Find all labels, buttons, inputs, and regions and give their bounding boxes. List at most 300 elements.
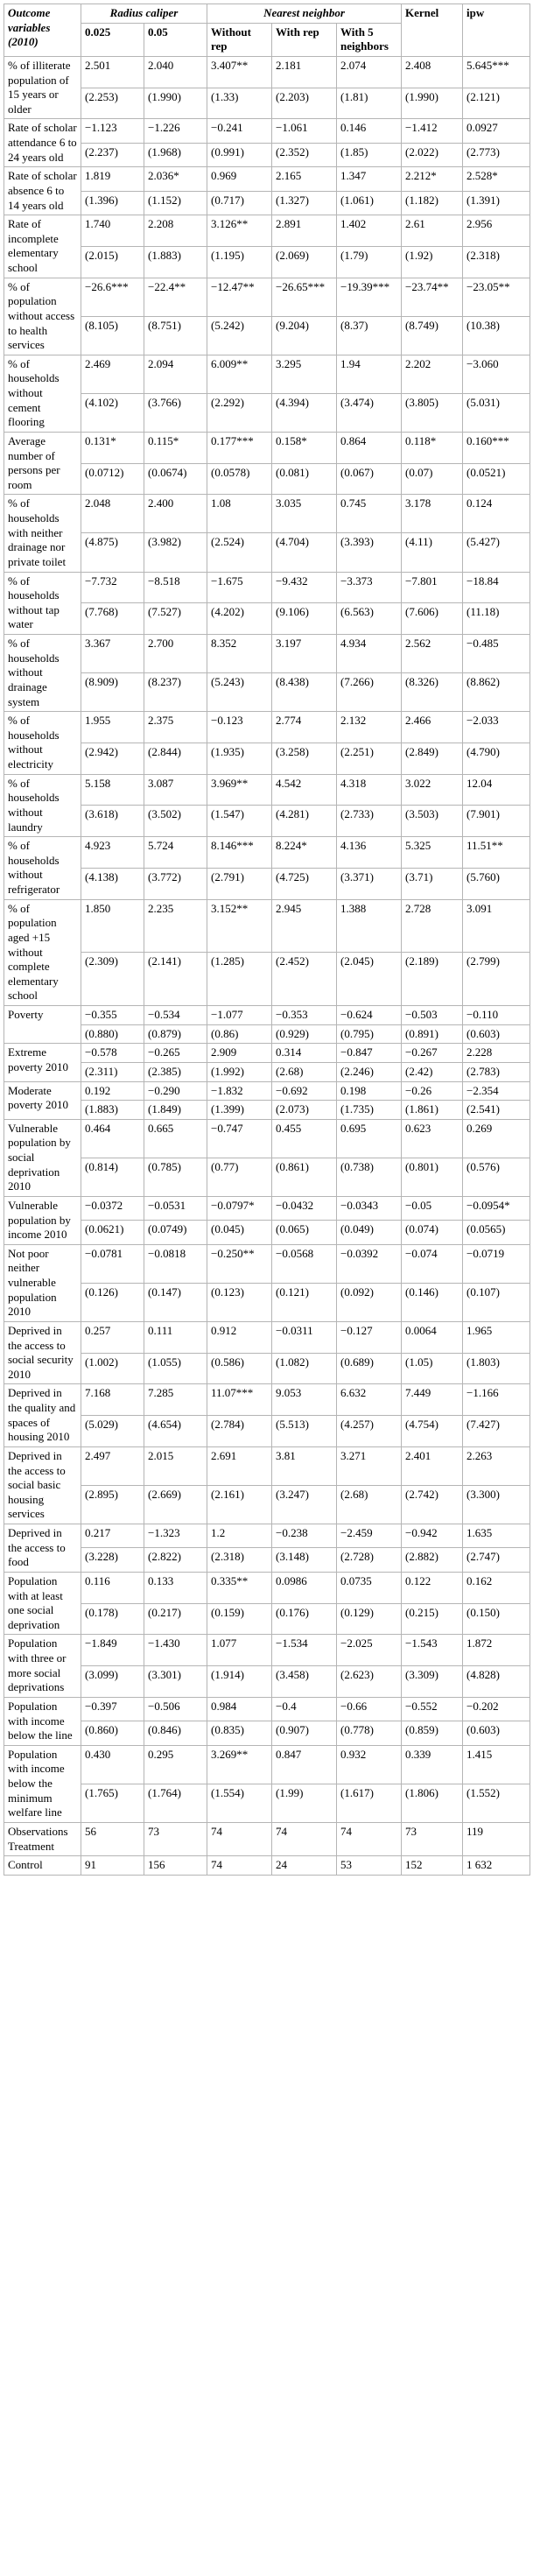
outcome-label: Rate of incomplete elementary school (4, 215, 81, 278)
table-row-se (4, 953, 530, 1006)
coefficient-cell: 2.691 (207, 1446, 272, 1485)
coefficient-cell: 0.192 (81, 1081, 144, 1101)
coefficient-cell: 0.115* (144, 432, 207, 463)
outcome-label: % of households with neither drainage nor private toilet (4, 495, 81, 572)
table-row-se (4, 1062, 530, 1081)
standard-error-cell: (3.309) (402, 1666, 463, 1698)
standard-error-cell: (1.806) (402, 1784, 463, 1822)
standard-error-cell: (1.554) (207, 1784, 272, 1822)
standard-error-cell: (0.860) (81, 1721, 144, 1745)
standard-error-cell: (0.126) (81, 1283, 144, 1321)
coefficient-cell: 11.07*** (207, 1384, 272, 1416)
coefficient-cell: 0.111 (144, 1321, 207, 1353)
standard-error-cell: (2.251) (337, 743, 402, 774)
coefficient-cell: 3.022 (402, 774, 463, 806)
table-row-se (4, 246, 530, 278)
standard-error-cell: (0.049) (337, 1221, 402, 1244)
coefficient-cell: 0.932 (337, 1745, 402, 1784)
observations-row-value: 74 (207, 1822, 272, 1855)
outcome-label: Moderate poverty 2010 (4, 1081, 81, 1119)
radius-caliper-group-header: Radius caliper (81, 4, 207, 24)
coefficient-cell: −0.123 (207, 712, 272, 743)
coefficient-cell: 0.0986 (272, 1572, 337, 1603)
coefficient-cell: −23.05** (463, 278, 530, 316)
standard-error-cell: (0.178) (81, 1603, 144, 1635)
coefficient-cell: 2.202 (402, 355, 463, 393)
kernel-header: Kernel (402, 4, 463, 57)
coefficient-cell: −0.552 (402, 1697, 463, 1721)
coefficient-cell: 0.131* (81, 432, 144, 463)
standard-error-cell: (0.129) (337, 1603, 402, 1635)
standard-error-cell: (11.18) (463, 603, 530, 635)
standard-error-cell: (0.150) (463, 1603, 530, 1635)
without-rep-header: Without rep (207, 23, 272, 56)
coefficient-cell: −0.747 (207, 1119, 272, 1158)
coefficient-cell: −1.166 (463, 1384, 530, 1416)
coefficient-cell: 0.0064 (402, 1321, 463, 1353)
coefficient-cell: −2.354 (463, 1081, 530, 1101)
coefficient-cell: 0.314 (272, 1044, 337, 1063)
coefficient-cell: 0.198 (337, 1081, 402, 1101)
coefficient-cell: 0.623 (402, 1119, 463, 1158)
coefficient-cell: 0.0735 (337, 1572, 402, 1603)
standard-error-cell: (0.215) (402, 1603, 463, 1635)
table-row (4, 712, 530, 743)
standard-error-cell: (2.773) (463, 143, 530, 166)
coefficient-cell: −0.05 (402, 1196, 463, 1220)
coefficient-cell: 8.146*** (207, 837, 272, 869)
standard-error-cell: (2.784) (207, 1416, 272, 1447)
table-row (4, 432, 530, 463)
table-row (4, 1244, 530, 1283)
standard-error-cell: (0.0521) (463, 463, 530, 495)
coefficient-cell: −0.692 (272, 1081, 337, 1101)
standard-error-cell: (1.735) (337, 1101, 402, 1120)
observations-row-value: 74 (272, 1822, 337, 1855)
standard-error-cell: (0.785) (144, 1158, 207, 1196)
coefficient-cell: 7.449 (402, 1384, 463, 1416)
standard-error-cell: (2.822) (144, 1548, 207, 1572)
standard-error-cell: (4.754) (402, 1416, 463, 1447)
coefficient-cell: 6.632 (337, 1384, 402, 1416)
coefficient-cell: 1.388 (337, 899, 402, 953)
coefficient-cell: −8.518 (144, 572, 207, 603)
coefficient-cell: −1.226 (144, 119, 207, 143)
standard-error-cell: (5.243) (207, 673, 272, 712)
standard-error-cell: (2.68) (337, 1485, 402, 1524)
coefficient-cell: −3.373 (337, 572, 402, 603)
table-row-se (4, 1721, 530, 1745)
standard-error-cell: (0.801) (402, 1158, 463, 1196)
standard-error-cell: (1.552) (463, 1784, 530, 1822)
standard-error-cell: (2.311) (81, 1062, 144, 1081)
coefficient-cell: 2.036* (144, 167, 207, 191)
table-row-se (4, 1158, 530, 1196)
standard-error-cell: (1.990) (402, 88, 463, 119)
coefficient-cell: 4.542 (272, 774, 337, 806)
coefficient-cell: −0.624 (337, 1006, 402, 1025)
outcome-label: Deprived in the access to social basic housing services (4, 1446, 81, 1524)
coefficient-cell: −0.0531 (144, 1196, 207, 1220)
table-row (4, 837, 530, 869)
table-row-se (4, 603, 530, 635)
coefficient-cell: 2.040 (144, 56, 207, 88)
standard-error-cell: (1.883) (81, 1101, 144, 1120)
outcome-label: % of illiterate population of 15 years or older (4, 56, 81, 119)
coefficient-cell: −0.4 (272, 1697, 337, 1721)
coefficient-cell: 2.562 (402, 635, 463, 673)
standard-error-cell: (0.176) (272, 1603, 337, 1635)
standard-error-cell: (2.309) (81, 953, 144, 1006)
standard-error-cell: (3.618) (81, 806, 144, 837)
coefficient-cell: −0.847 (337, 1044, 402, 1063)
outcome-label: % of households without tap water (4, 572, 81, 635)
standard-error-cell: (6.563) (337, 603, 402, 635)
coefficient-cell: 8.224* (272, 837, 337, 869)
header-row-groups (4, 4, 530, 24)
coefficient-cell: 0.162 (463, 1572, 530, 1603)
outcome-label: % of households without laundry (4, 774, 81, 837)
table-row-se (4, 1548, 530, 1572)
standard-error-cell: (10.38) (463, 316, 530, 355)
table-row-se (4, 743, 530, 774)
coefficient-cell: 0.695 (337, 1119, 402, 1158)
standard-error-cell: (3.766) (144, 393, 207, 432)
table-row (4, 774, 530, 806)
standard-error-cell: (2.015) (81, 246, 144, 278)
standard-error-cell: (2.895) (81, 1485, 144, 1524)
coefficient-cell: −0.0781 (81, 1244, 144, 1283)
table-row-se (4, 1666, 530, 1698)
table-row (4, 899, 530, 953)
standard-error-cell: (2.318) (207, 1548, 272, 1572)
standard-error-cell: (0.074) (402, 1221, 463, 1244)
coefficient-cell: 0.984 (207, 1697, 272, 1721)
table-row (4, 1697, 530, 1721)
coefficient-cell: 1.077 (207, 1635, 272, 1666)
table-row (4, 572, 530, 603)
standard-error-cell: (3.228) (81, 1548, 144, 1572)
standard-error-cell: (1.547) (207, 806, 272, 837)
table-row (4, 56, 530, 88)
coefficient-cell: 2.956 (463, 215, 530, 247)
outcome-label: Not poor neither vulnerable population 2010 (4, 1244, 81, 1321)
standard-error-cell: (2.541) (463, 1101, 530, 1120)
coefficient-cell: 2.375 (144, 712, 207, 743)
coefficient-cell: 0.118* (402, 432, 463, 463)
observations-row-value: 119 (463, 1822, 530, 1855)
standard-error-cell: (1.935) (207, 743, 272, 774)
standard-error-cell: (4.654) (144, 1416, 207, 1447)
coefficient-cell: −1.534 (272, 1635, 337, 1666)
outcome-label: % of households without drainage system (4, 635, 81, 712)
coefficient-cell: −0.355 (81, 1006, 144, 1025)
coefficient-cell: −0.202 (463, 1697, 530, 1721)
coefficient-cell: 3.091 (463, 899, 530, 953)
standard-error-cell: (7.606) (402, 603, 463, 635)
coefficient-cell: 1.402 (337, 215, 402, 247)
standard-error-cell: (0.081) (272, 463, 337, 495)
standard-error-cell: (8.749) (402, 316, 463, 355)
standard-error-cell: (3.371) (337, 868, 402, 899)
table-row (4, 1635, 530, 1666)
standard-error-cell: (1.92) (402, 246, 463, 278)
standard-error-cell: (0.861) (272, 1158, 337, 1196)
coefficient-cell: 0.847 (272, 1745, 337, 1784)
table-row (4, 1081, 530, 1101)
standard-error-cell: (2.318) (463, 246, 530, 278)
coefficient-cell: 2.212* (402, 167, 463, 191)
table-row-se (4, 316, 530, 355)
coefficient-cell: 4.318 (337, 774, 402, 806)
table-row (4, 1119, 530, 1158)
control-row-value: 156 (144, 1856, 207, 1876)
coefficient-cell: 0.339 (402, 1745, 463, 1784)
standard-error-cell: (1.765) (81, 1784, 144, 1822)
standard-error-cell: (3.502) (144, 806, 207, 837)
standard-error-cell: (0.092) (337, 1283, 402, 1321)
coefficient-cell: −0.265 (144, 1044, 207, 1063)
standard-error-cell: (5.242) (207, 316, 272, 355)
standard-error-cell: (3.805) (402, 393, 463, 432)
coefficient-cell: 7.168 (81, 1384, 144, 1416)
standard-error-cell: (2.141) (144, 953, 207, 1006)
table-row-se (4, 868, 530, 899)
control-row-value: 24 (272, 1856, 337, 1876)
standard-error-cell: (1.327) (272, 191, 337, 215)
outcome-label: Deprived in the quality and spaces of housing 2010 (4, 1384, 81, 1447)
with-5-neighbors-header: With 5 neighbors (337, 23, 402, 56)
standard-error-cell: (0.846) (144, 1721, 207, 1745)
coefficient-cell: 2.074 (337, 56, 402, 88)
coefficient-cell: 2.700 (144, 635, 207, 673)
nearest-neighbor-group-header: Nearest neighbor (207, 4, 402, 24)
standard-error-cell: (5.760) (463, 868, 530, 899)
standard-error-cell: (0.77) (207, 1158, 272, 1196)
table-row-se (4, 1603, 530, 1635)
coefficient-cell: 2.228 (463, 1044, 530, 1063)
coefficient-cell: −1.412 (402, 119, 463, 143)
table-row-se (4, 1101, 530, 1120)
coefficient-cell: −0.0372 (81, 1196, 144, 1220)
table-row-se (4, 1416, 530, 1447)
coefficient-cell: 4.934 (337, 635, 402, 673)
standard-error-cell: (0.067) (337, 463, 402, 495)
standard-error-cell: (0.603) (463, 1721, 530, 1745)
standard-error-cell: (2.385) (144, 1062, 207, 1081)
coefficient-cell: 0.122 (402, 1572, 463, 1603)
coefficient-cell: −18.84 (463, 572, 530, 603)
coefficient-cell: 5.645*** (463, 56, 530, 88)
standard-error-cell: (9.106) (272, 603, 337, 635)
coefficient-cell: 3.269** (207, 1745, 272, 1784)
table-row-se (4, 1784, 530, 1822)
coefficient-cell: 0.665 (144, 1119, 207, 1158)
standard-error-cell: (2.524) (207, 533, 272, 572)
coefficient-cell: −0.0719 (463, 1244, 530, 1283)
standard-error-cell: (0.0621) (81, 1221, 144, 1244)
table-row-se (4, 673, 530, 712)
standard-error-cell: (1.990) (144, 88, 207, 119)
standard-error-cell: (5.031) (463, 393, 530, 432)
standard-error-cell: (2.121) (463, 88, 530, 119)
standard-error-cell: (2.742) (402, 1485, 463, 1524)
standard-error-cell: (1.81) (337, 88, 402, 119)
coefficient-cell: −26.6*** (81, 278, 144, 316)
standard-error-cell: (2.623) (337, 1666, 402, 1698)
coefficient-cell: 1.955 (81, 712, 144, 743)
table-row-se (4, 191, 530, 215)
standard-error-cell: (4.257) (337, 1416, 402, 1447)
coefficient-cell: 1.415 (463, 1745, 530, 1784)
coefficient-cell: −2.459 (337, 1524, 402, 1548)
coefficient-cell: 2.728 (402, 899, 463, 953)
outcome-label: Vulnerable population by social deprivation 2010 (4, 1119, 81, 1196)
coefficient-cell: 2.501 (81, 56, 144, 88)
outcome-label: % of population aged +15 without complete elementary school (4, 899, 81, 1005)
outcome-label: Deprived in the access to social security 2010 (4, 1321, 81, 1384)
coefficient-cell: −0.0311 (272, 1321, 337, 1353)
standard-error-cell: (0.991) (207, 143, 272, 166)
outcome-label: Poverty (4, 1006, 81, 1044)
standard-error-cell: (3.71) (402, 868, 463, 899)
standard-error-cell: (5.029) (81, 1416, 144, 1447)
standard-error-cell: (8.105) (81, 316, 144, 355)
coefficient-cell: 3.81 (272, 1446, 337, 1485)
standard-error-cell: (8.326) (402, 673, 463, 712)
outcome-label: Rate of scholar attendance 6 to 24 years old (4, 119, 81, 167)
table-row (4, 495, 530, 533)
coefficient-cell: 0.969 (207, 167, 272, 191)
standard-error-cell: (1.061) (337, 191, 402, 215)
table-row (4, 1745, 530, 1784)
coefficient-cell: 0.177*** (207, 432, 272, 463)
standard-error-cell: (2.733) (337, 806, 402, 837)
coefficient-cell: 0.116 (81, 1572, 144, 1603)
coefficient-cell: −22.4** (144, 278, 207, 316)
table-row (4, 1321, 530, 1353)
standard-error-cell: (4.704) (272, 533, 337, 572)
standard-error-cell: (0.795) (337, 1024, 402, 1044)
standard-error-cell: (0.880) (81, 1024, 144, 1044)
coefficient-cell: −0.485 (463, 635, 530, 673)
table-row (4, 215, 530, 247)
standard-error-cell: (0.0565) (463, 1221, 530, 1244)
table-row-se (4, 393, 530, 432)
standard-error-cell: (0.835) (207, 1721, 272, 1745)
standard-error-cell: (0.07) (402, 463, 463, 495)
coefficient-cell: 2.015 (144, 1446, 207, 1485)
standard-error-cell: (2.728) (337, 1548, 402, 1572)
outcome-variables-header: Outcome variables (2010) (4, 4, 81, 57)
standard-error-cell: (0.146) (402, 1283, 463, 1321)
standard-error-cell: (2.942) (81, 743, 144, 774)
coefficient-cell: −0.250** (207, 1244, 272, 1283)
col-05-header: 0.05 (144, 23, 207, 56)
coefficient-cell: −3.060 (463, 355, 530, 393)
coefficient-cell: 3.126** (207, 215, 272, 247)
standard-error-cell: (8.862) (463, 673, 530, 712)
standard-error-cell: (4.790) (463, 743, 530, 774)
standard-error-cell: (3.300) (463, 1485, 530, 1524)
coefficient-cell: 3.152** (207, 899, 272, 953)
coefficient-cell: 2.945 (272, 899, 337, 953)
standard-error-cell: (2.844) (144, 743, 207, 774)
coefficient-cell: −0.127 (337, 1321, 402, 1353)
standard-error-cell: (2.799) (463, 953, 530, 1006)
table-row-se (4, 1283, 530, 1321)
standard-error-cell: (7.266) (337, 673, 402, 712)
standard-error-cell: (4.394) (272, 393, 337, 432)
coefficient-cell: 4.136 (337, 837, 402, 869)
table-row (4, 635, 530, 673)
coefficient-cell: 2.528* (463, 167, 530, 191)
standard-error-cell: (7.768) (81, 603, 144, 635)
standard-error-cell: (7.427) (463, 1416, 530, 1447)
standard-error-cell: (0.147) (144, 1283, 207, 1321)
observations-row-value: 74 (337, 1822, 402, 1855)
coefficient-cell: 12.04 (463, 774, 530, 806)
control-row-value: 91 (81, 1856, 144, 1876)
coefficient-cell: 2.408 (402, 56, 463, 88)
standard-error-cell: (3.258) (272, 743, 337, 774)
standard-error-cell: (1.082) (272, 1353, 337, 1384)
outcome-label: Population with income below the line (4, 1697, 81, 1745)
standard-error-cell: (1.396) (81, 191, 144, 215)
outcome-label: % of households without electricity (4, 712, 81, 775)
coefficient-cell: −1.077 (207, 1006, 272, 1025)
standard-error-cell: (1.803) (463, 1353, 530, 1384)
coefficient-cell: 2.891 (272, 215, 337, 247)
coefficient-cell: 2.263 (463, 1446, 530, 1485)
coefficient-cell: 0.912 (207, 1321, 272, 1353)
standard-error-cell: (3.393) (337, 533, 402, 572)
coefficient-cell: 2.774 (272, 712, 337, 743)
coefficient-cell: 5.158 (81, 774, 144, 806)
coefficient-cell: −0.506 (144, 1697, 207, 1721)
standard-error-cell: (4.138) (81, 868, 144, 899)
coefficient-cell: −0.241 (207, 119, 272, 143)
control-row (4, 1856, 530, 1876)
coefficient-cell: 1.850 (81, 899, 144, 953)
table-row (4, 1524, 530, 1548)
coefficient-cell: −0.942 (402, 1524, 463, 1548)
standard-error-cell: (1.285) (207, 953, 272, 1006)
coefficient-cell: −0.267 (402, 1044, 463, 1063)
standard-error-cell: (1.79) (337, 246, 402, 278)
standard-error-cell: (1.85) (337, 143, 402, 166)
table-row (4, 1196, 530, 1220)
coefficient-cell: −19.39*** (337, 278, 402, 316)
standard-error-cell: (0.86) (207, 1024, 272, 1044)
observations-row-label: Observations Treatment (4, 1822, 81, 1855)
standard-error-cell: (5.427) (463, 533, 530, 572)
standard-error-cell: (0.879) (144, 1024, 207, 1044)
coefficient-cell: −1.832 (207, 1081, 272, 1101)
observations-row (4, 1822, 530, 1855)
table-row (4, 1446, 530, 1485)
observations-row-value: 73 (402, 1822, 463, 1855)
coefficient-cell: 0.335** (207, 1572, 272, 1603)
coefficient-cell: 2.61 (402, 215, 463, 247)
control-row-value: 53 (337, 1856, 402, 1876)
standard-error-cell: (8.237) (144, 673, 207, 712)
coefficient-cell: −0.534 (144, 1006, 207, 1025)
coefficient-cell: −1.543 (402, 1635, 463, 1666)
coefficient-cell: −0.0568 (272, 1244, 337, 1283)
standard-error-cell: (0.814) (81, 1158, 144, 1196)
coefficient-cell: 3.407** (207, 56, 272, 88)
